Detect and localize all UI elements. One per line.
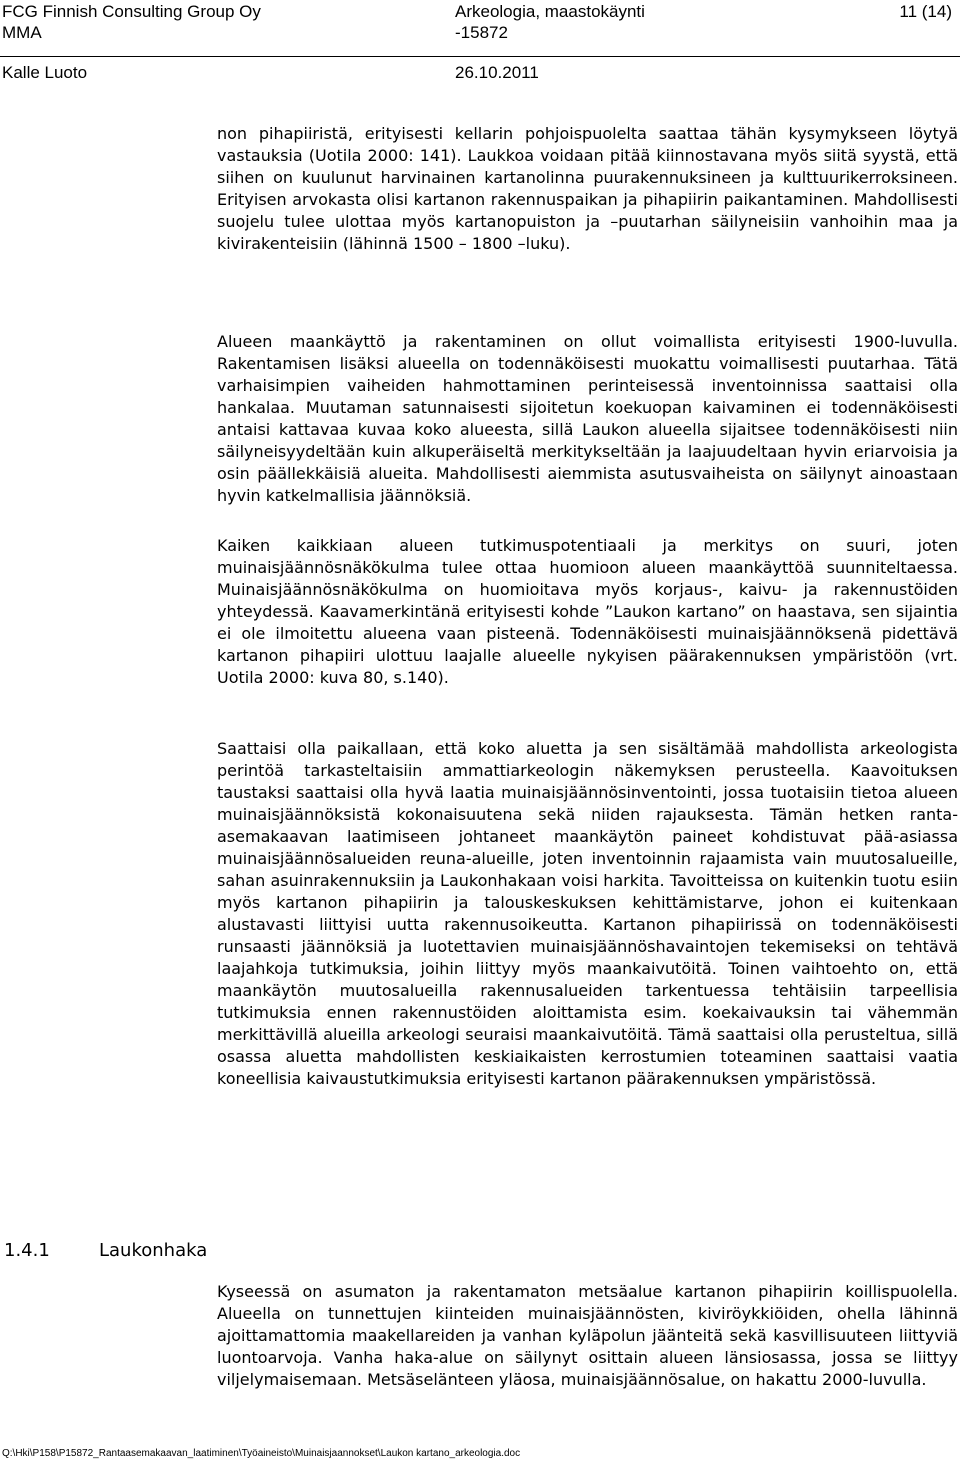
paragraph-text: non pihapiiristä, erityisesti kellarin pohjoispuolelta saattaa tähän kysymykseen löytyä vastauksia (Uotila 2000: 141). Laukkoa voidaan pitää kiinnostavana myös siitä syystä, että siihen on kuulunut harvinainen kartanolinna puurakennuksineen ja kulttuurikerroksineen. Erityisen arvokasta olisi kartanon rakennuspaikan ja pihapiirin paikantaminen. Mahdollisesti suojelu tulee ulottaa myös kartanopuiston ja –puutarhan säilyneisiin vanhoihin maa ja kivirakenteisiin (lähinnä 1500 – 1800 –luku). xyxy=(217,124,958,253)
header-company: FCG Finnish Consulting Group Oy xyxy=(2,2,261,21)
header-company-short: MMA xyxy=(2,23,42,42)
header-author: Kalle Luoto xyxy=(2,63,88,82)
body-paragraph-4 xyxy=(217,738,958,1090)
header-divider xyxy=(0,56,960,57)
paragraph-text: Alueen maankäyttö ja rakentaminen on ollut voimallista erityisesti 1900-luvulla. Rakentamisen lisäksi alueella on todennäköisesti muokattu voimallisesti puutarhaa. Tätä varhaisimpien vaiheiden hahmottaminen perinteisessä inventoinnissa saattaisi olla hankalaa. Muutaman satunnaisesti sijoitetun koekuopan kaivaminen ei todennäköisesti antaisi kattavaa kuvaa koko alueesta, sillä Laukon alueella sijaitsee todennäköisesti niin säilyneisyydeltään kuin alkuperäiseltä merkitykseltään ja laajuudeltaan hyvin eriarvoisia ja osin päällekkäisiä alueita. Mahdollisesti aiemmista asutusvaiheista on säilynyt ainoastaan hyvin katkelmallisia jäännöksiä. xyxy=(217,332,958,505)
paragraph-text: Kyseessä on asumaton ja rakentamaton metsäalue kartanon pihapiirin koillispuolella. Alueella on tunnettujen kiinteiden muinaisjäännösten, kiviröykkiöiden, ohella lähinnä ajoittamattomia maakellareiden ja vanhan kyläpolun jäänteitä sekä kasvillisuuteen liittyviä luontoarvoja. Vanha haka-alue on säilynyt osittain alueen länsiosassa, jossa se liittyy viljelymaisemaan. Metsäselänteen yläosa, muinaisjäännösalue, on hakattu 2000-luvulla. xyxy=(217,1282,958,1389)
body-paragraph-3 xyxy=(217,535,958,689)
section-title: Laukonhaka xyxy=(99,1240,208,1261)
header-subject: Arkeologia, maastokäynti xyxy=(455,2,645,21)
header-page-number: 11 (14) xyxy=(899,2,952,21)
section-number: 1.4.1 xyxy=(4,1240,50,1261)
body-paragraph-2 xyxy=(217,331,958,507)
footer-file-path: Q:\Hki\P158\P15872_Rantaasemakaavan_laatiminen\Työaineisto\Muinaisjaannokset\Laukon kartano_arkeologia.doc xyxy=(2,1448,521,1459)
body-paragraph-1 xyxy=(217,123,958,255)
paragraph-text: Saattaisi olla paikallaan, että koko aluetta ja sen sisältämää mahdollista arkeologista perintöä tarkasteltaisiin ammattiarkeologin näkemyksen perusteella. Kaavoituksen taustaksi saattaisi olla hyvä laatia muinaisjäännösinventointi, jossa tuotaisiin tietoa alueen muinaisjäännöksistä kokonaisuutena sekä niiden rajauksesta. Tämän hetken ranta-asemakaavan laatimiseen johtaneet maankäytön paineet kohdistuvat pää-asiassa muinaisjäännösalueiden reuna-alueille, joten inventoinnin rajaamista vain muutosalueille, sahan asuinrakennuksiin ja Laukonhakaan voisi harkita. Tavoitteissa on kuitenkin tuotu esiin myös kartanon pihapiirin ja talouskeskuksen kehittämistarve, johon ei kuitenkaan alustavasti liittyisi uutta rakennusoikeutta. Kartanon pihapiirissä on todennäköisesti runsaasti jäännöksiä ja luotettavien muinaisjäännöshavaintojen tekemiseksi on tehtävä laajahkoja tutkimuksia, joihin liittyy myös maankaivutöitä. Toinen vaihtoehto on, että maankäytön muutosalueilla rakennusalueiden tarkentuessa tehtäisiin tarpeellisia tutkimuksia ennen rakennustöiden aloittamista esim. koekaivauksin tai vähemmän merkittävillä alueilla arkeologi seuraisi maankaivutöitä. Tämä saattaisi olla perusteltua, sillä osassa aluetta mahdollisten keskiaikaisten kerrostumien toteaminen saattaisi vaatia koneellisia kaivaustutkimuksia erityisesti kartanon päärakennuksen ympäristössä. xyxy=(217,739,958,1088)
paragraph-text: Kaiken kaikkiaan alueen tutkimuspotentiaali ja merkitys on suuri, joten muinaisjäännösnäkökulma tulee ottaa huomioon alueen maankäyttöä suunniteltaessa. Muinaisjäännösnäkökulma on huomioitava myös korjaus-, kaivu- ja rakennustöiden yhteydessä. Kaavamerkintänä erityisesti kohde ”Laukon kartano” on haastava, sen sijaintia ei ole ilmoitettu alueena vaan pisteenä. Todennäköisesti muinaisjäännöksenä pidettävä kartanon pihapiiri ulottuu laajalle alueelle nykyisen päärakennuksen ympäristöön (vrt. Uotila 2000: kuva 80, s.140). xyxy=(217,536,958,687)
header-date: 26.10.2011 xyxy=(455,63,539,82)
header-project-number: -15872 xyxy=(455,23,508,42)
section-paragraph xyxy=(217,1281,958,1391)
